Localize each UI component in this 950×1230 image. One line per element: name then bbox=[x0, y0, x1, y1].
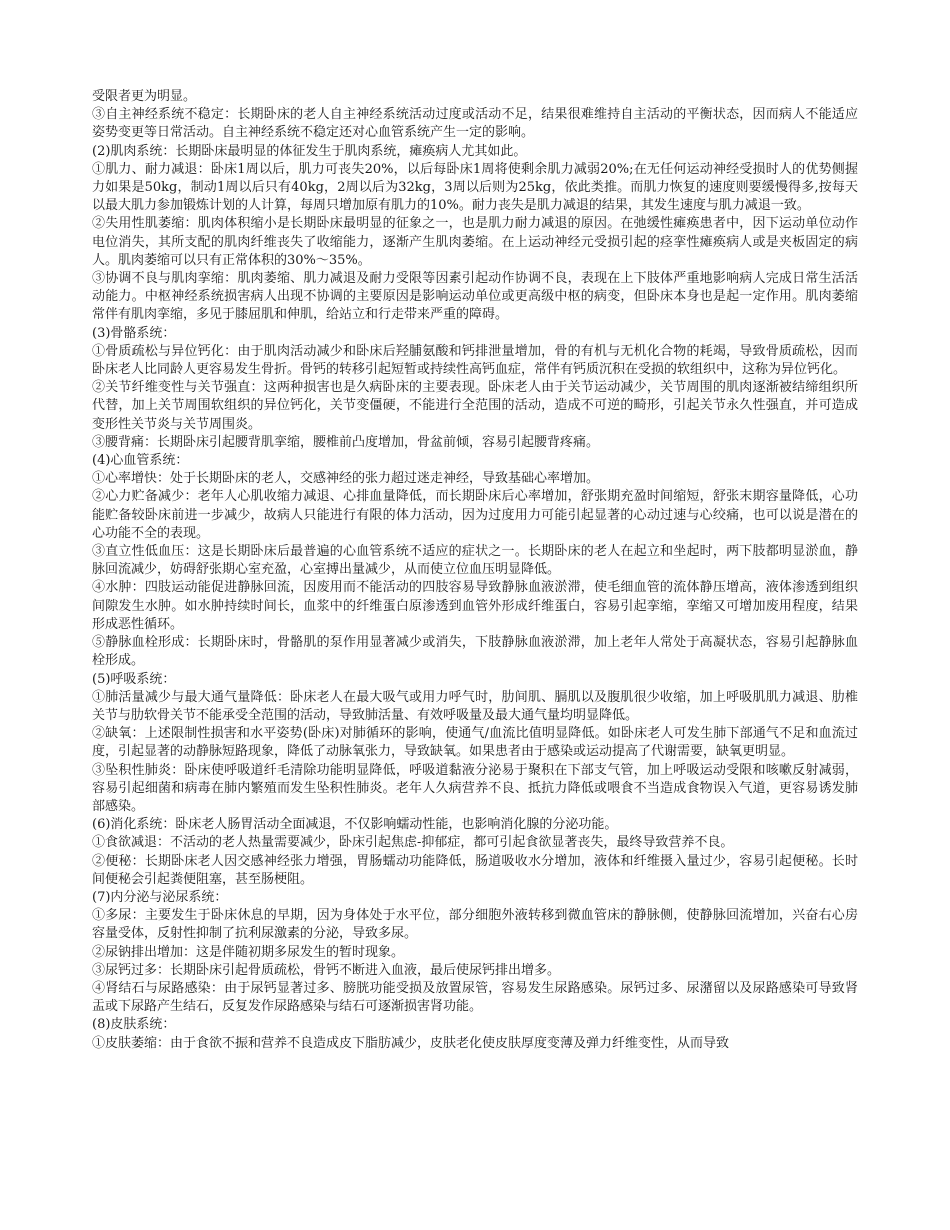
paragraph: ①肌力、耐力减退：卧床1周以后，肌力可丧失20%，以后每卧床1周将使剩余肌力减弱20%;在无任何运动神经受损时人的优势侧握力如果是50kg，制动1周以后只有40kg，2周以后为32kg，3周以后则为25kg，依此类推。而肌力恢复的速度则要缓慢得多,按每天以最大肌力参加锻炼计划的人计算，每周只增加原有肌力的10%。耐力丧失是肌力减退的结果，其发生速度与肌力减退一致。 bbox=[92, 161, 858, 214]
section-heading: (2)肌肉系统：长期卧床最明显的体征发生于肌肉系统，瘫痪病人尤其如此。 bbox=[92, 143, 527, 159]
paragraph: ①心率增快：处于长期卧床的老人，交感神经的张力超过迷走神经，导致基础心率增加。 bbox=[92, 471, 600, 487]
paragraph: ③坠积性肺炎：卧床使呼吸道纤毛清除功能明显降低，呼吸道黏液分泌易于聚积在下部支气管，加上呼吸运动受限和咳嗽反射减弱，容易引起细菌和病毒在肺内繁殖而发生坠积性肺炎。老年人久病营养不良、抵抗力降低或喂食不当造成食物误入气道，更容易诱发肺部感染。 bbox=[92, 762, 858, 814]
paragraph: 受限者更为明显。 bbox=[92, 89, 197, 104]
paragraph: ④水肿：四肢运动能促进静脉回流，因废用而不能活动的四肢容易导致静脉血液淤滞，使毛细血管的流体静压增高，液体渗透到组织间隙发生水肿。如水肿持续时间长，血浆中的纤维蛋白原渗透到血管外形成纤维蛋白，容易引起挛缩，挛缩又可增加废用程度，结果形成恶性循环。 bbox=[92, 580, 858, 632]
section-heading: (8)皮肤系统： bbox=[92, 1017, 176, 1033]
paragraph: ①皮肤萎缩：由于食欲不振和营养不良造成皮下脂肪减少，皮肤老化使皮肤厚度变薄及弹力纤维变性，从而导致 bbox=[92, 1035, 730, 1051]
section-heading: (6)消化系统：卧床老人肠胃活动全面减退，不仅影响蠕动性能，也影响消化腺的分泌功能。 bbox=[92, 817, 618, 833]
paragraph: ③自主神经系统不稳定：长期卧床的老人自主神经系统活动过度或活动不足，结果很难维持自主活动的平衡状态，因而病人不能适应姿势变更等日常活动。自主神经系统不稳定还对心血管系统产生一定的影响。 bbox=[92, 107, 858, 141]
paragraph: ③尿钙过多：长期卧床引起骨质疏松，骨钙不断进入血液，最后使尿钙排出增多。 bbox=[92, 962, 561, 978]
paragraph: ③腰背痛：长期卧床引起腰背肌挛缩，腰椎前凸度增加，骨盆前倾，容易引起腰背疼痛。 bbox=[92, 434, 600, 450]
section-heading: (3)骨骼系统： bbox=[92, 325, 176, 341]
paragraph: ②缺氧：上述限制性损害和水平姿势(卧床)对肺循环的影响，使通气/血流比值明显降低。如卧床老人可发生肺下部通气不足和血流过度，引起显著的动静脉短路现象，降低了动脉氧张力，导致缺氧。如果患者由于感染或运动提高了代谢需要，缺氧更明显。 bbox=[92, 726, 858, 760]
paragraph: ③直立性低血压：这是长期卧床后最普遍的心血管系统不适应的症状之一。长期卧床的老人在起立和坐起时，两下肢都明显淤血，静脉回流减少，妨碍舒张期心室充盈，心室搏出量减少，从而使立位血压明显降低。 bbox=[92, 544, 858, 578]
paragraph: ②关节纤维变性与关节强直：这两种损害也是久病卧床的主要表现。卧床老人由于关节运动减少，关节周围的肌肉逐渐被结缔组织所代替，加上关节周围软组织的异位钙化，关节变僵硬，不能进行全范围的活动，造成不可逆的畸形，引起关节永久性强直，并可造成变形性关节炎与关节周围炎。 bbox=[92, 380, 858, 432]
section-heading: (4)心血管系统： bbox=[92, 453, 189, 469]
paragraph: ④肾结石与尿路感染：由于尿钙显著过多、膀胱功能受损及放置尿管，容易发生尿路感染。尿钙过多、尿潴留以及尿路感染可导致肾盂或下尿路产生结石，反复发作尿路感染与结石可逐渐损害肾功能。 bbox=[92, 980, 858, 1015]
paragraph: ⑤静脉血栓形成：长期卧床时，骨骼肌的泵作用显著减少或消失，下肢静脉血液淤滞，加上老年人常处于高凝状态，容易引起静脉血栓形成。 bbox=[92, 635, 858, 669]
paragraph: ②失用性肌萎缩：肌肉体积缩小是长期卧床最明显的征象之一，也是肌力耐力减退的原因。在弛缓性瘫痪患者中，因下运动单位动作电位消失，其所支配的肌肉纤维丧失了收缩能力，逐渐产生肌肉萎缩。在上运动神经元受损引起的痉挛性瘫痪病人或是夹板固定的病人。肌肉萎缩可以只有正常体积的30%～35%。 bbox=[92, 216, 858, 268]
paragraph: ②尿钠排出增加：这是伴随初期多尿发生的暂时现象。 bbox=[92, 944, 405, 960]
paragraph: ①多尿：主要发生于卧床休息的早期，因为身体处于水平位，部分细胞外液转移到微血管床的静脉侧，使静脉回流增加，兴奋右心房容量受体，反射性抑制了抗利尿激素的分泌，导致多尿。 bbox=[92, 908, 858, 942]
paragraph: ②便秘：长期卧床老人因交感神经张力增强，胃肠蠕动功能降低，肠道吸收水分增加，液体和纤维摄入量过少，容易引起便秘。长时间便秘会引起粪便阻塞，甚至肠梗阻。 bbox=[92, 853, 858, 887]
section-heading: (7)内分泌与泌尿系统： bbox=[92, 889, 228, 905]
paragraph: ③协调不良与肌肉挛缩：肌肉萎缩、肌力减退及耐力受限等因素引起动作协调不良，表现在上下肢体严重地影响病人完成日常生活活动能力。中枢神经系统损害病人出现不协调的主要原因是影响运动单位或更高级中枢的病变，但卧床本身也是起一定作用。肌肉萎缩常伴有肌肉挛缩，多见于膝屈肌和伸肌，给站立和行走带来严重的障碍。 bbox=[92, 271, 858, 323]
paragraph: ①肺活量减少与最大通气量降低：卧床老人在最大吸气或用力呼气时，肋间肌、膈肌以及腹肌很少收缩，加上呼吸肌肌力减退、肋椎关节与肋软骨关节不能承受全范围的活动，导致肺活量、有效呼吸量及最大通气量均明显降低。 bbox=[92, 689, 858, 723]
paragraph: ①骨质疏松与异位钙化：由于肌肉活动减少和卧床后羟脯氨酸和钙排泄量增加，骨的有机与无机化合物的耗竭，导致骨质疏松，因而卧床老人比同龄人更容易发生骨折。骨钙的转移引起短暂或持续性高钙血症，常伴有钙质沉积在受损的软组织中，这称为异位钙化。 bbox=[92, 343, 858, 378]
paragraph: ①食欲减退：不活动的老人热量需要减少，卧床引起焦虑-抑郁症，都可引起食欲显著丧失，最终导致营养不良。 bbox=[92, 835, 734, 851]
paragraph: ②心力贮备减少：老年人心肌收缩力减退、心排血量降低，而长期卧床后心率增加，舒张期充盈时间缩短，舒张末期容量降低，心功能贮备较卧床前进一步减少，故病人只能进行有限的体力活动，因为过度用力可能引起显著的心动过速与心绞痛，也可以说是潜在的心功能不全的表现。 bbox=[92, 489, 858, 541]
section-heading: (5)呼吸系统： bbox=[92, 671, 176, 687]
